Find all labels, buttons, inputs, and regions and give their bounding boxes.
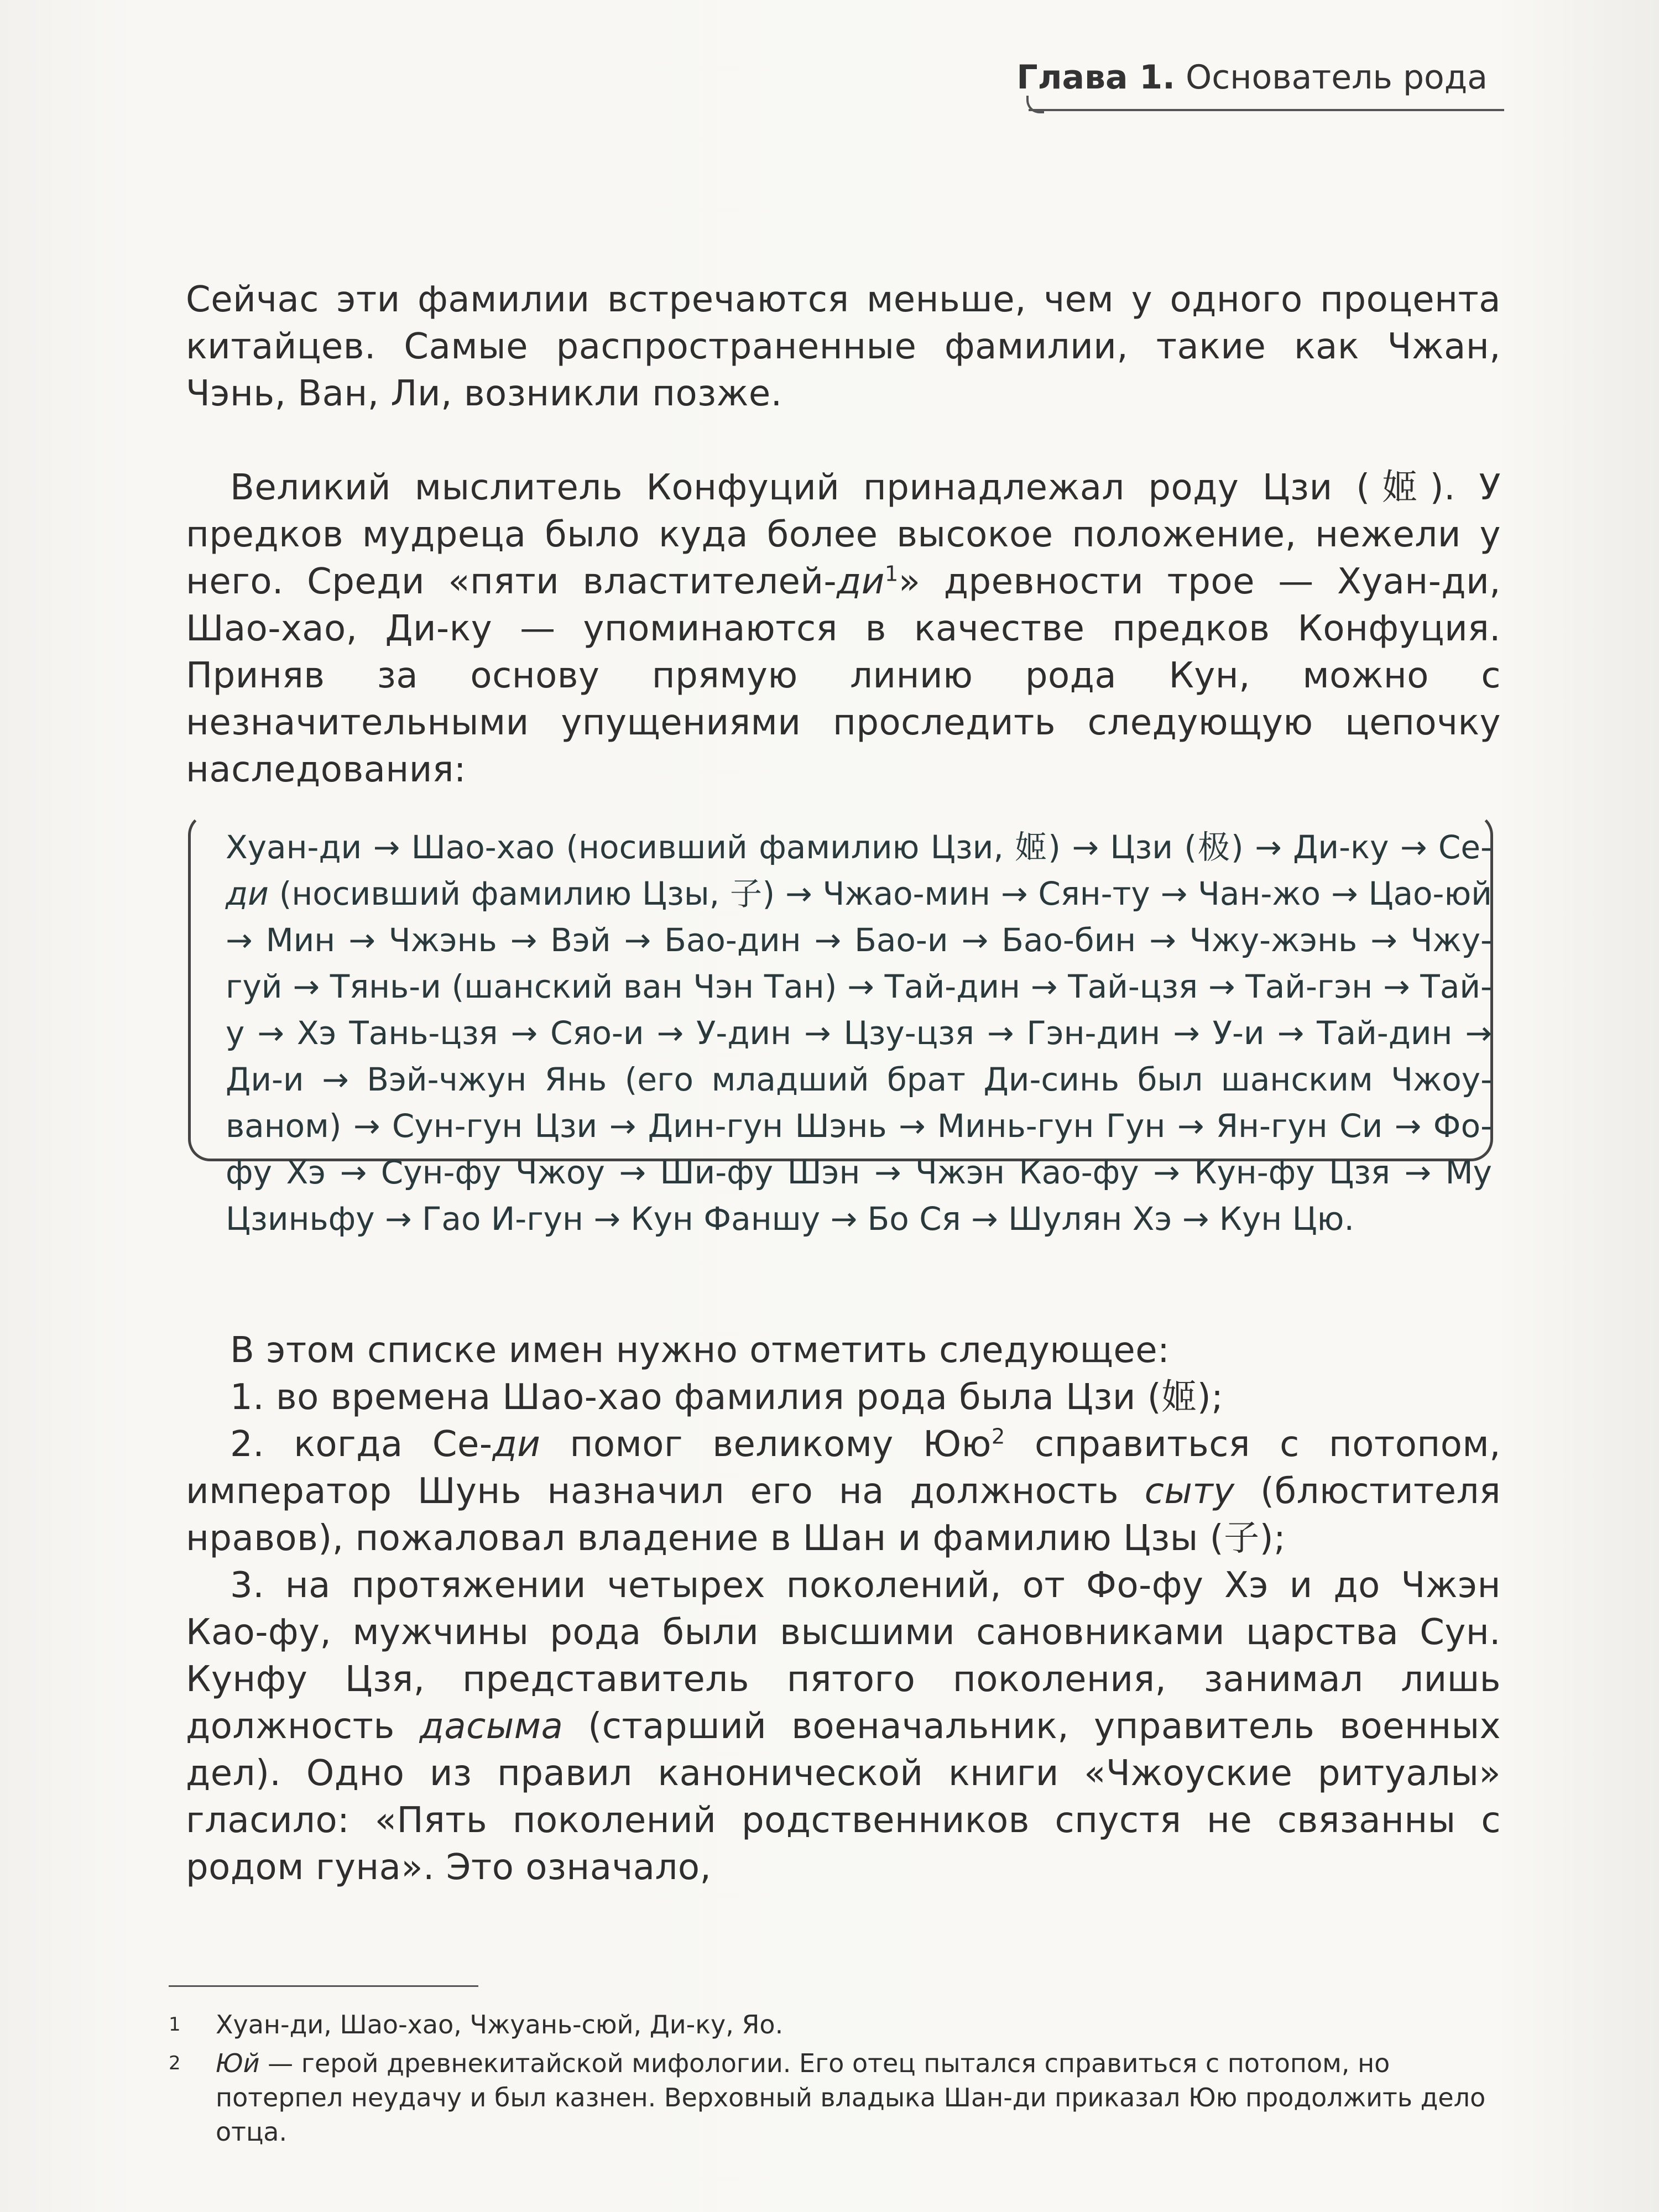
- footnote-ref-1: 1: [884, 561, 899, 587]
- list-item-2-a: 2. когда Се-: [230, 1424, 493, 1465]
- list-item-2-d: справиться с потопом, император Шунь назначил его на должность: [186, 1424, 1501, 1512]
- footnote-2-text: — герой древнекитайской мифологии. Его отец пытался справиться с потопом, но потерпел неудачу и был казнен. Верховный владыка Шан-ди приказал Юю продолжить дело отца.: [216, 2048, 1486, 2147]
- footnote-1-text: Хуан-ди, Шао-хао, Чжуань-сюй, Ди-ку, Яо.: [216, 2010, 784, 2039]
- chapter-number: Глава 1.: [1016, 58, 1175, 97]
- footnote-rule: [169, 1985, 478, 1987]
- list-intro: [186, 1327, 1501, 1374]
- footnote-1: [169, 2007, 1507, 2042]
- list-item-2-f: (блюстителя нравов), пожаловал владение в Шан и фамилию Цзы (子);: [186, 1471, 1501, 1559]
- list-item-2-italic-di: ди: [492, 1424, 541, 1465]
- footnote-1-number: 1: [169, 2013, 181, 2036]
- footnotes: [169, 2007, 1507, 2153]
- paragraph-2-text: [186, 465, 1501, 794]
- paragraph-2: [186, 465, 1501, 794]
- list-item-1: 1. во времена Шао-хао фамилия рода была Цзи (姬);: [230, 1377, 1224, 1418]
- list-item-2-italic-sytu: сыту: [1144, 1471, 1235, 1512]
- lineage-part-c: (носивший фамилию Цзы, 子) → Чжао-мин → Сян-ту → Чан-жо → Цао-юй → Мин → Чжэнь → Вэй → Бао-дин → Бао-и → Бао-бин → Чжу-жэнь → Чжу-гуй → Тянь-и (шанский ван Чэн Тан) → Тай-дин → Тай-цзя → Тай-гэн → Тай-у → Хэ Тань-цзя → Сяо-и → У-дин → Цзу-цзя → Гэн-дин → У-и → Тай-дин → Ди-и → Вэй-чжун Янь (его младший брат Ди-синь был шанским Чжоу-ваном) → Сун-гун Цзи → Дин-гун Шэнь → Минь-гун Гун → Ян-гун Си → Фо-фу Хэ → Сун-фу Чжоу → Ши-фу Шэн → Чжэн Као-фу → Кун-фу Цзя → Му Цзиньфу → Гао И-гун → Кун Фаншу → Бо Ся → Шулян Хэ → Кун Цю.: [226, 875, 1492, 1238]
- paragraph-2-part-a: Великий мыслитель Конфуций принадлежал роду Цзи (姬). У предков мудреца было куда более высокое положение, нежели у него. Среди «пяти властителей-: [186, 467, 1501, 602]
- footnote-2-italic-yui: Юй: [216, 2048, 260, 2078]
- paragraph-1-text: Сейчас эти фамилии встречаются меньше, чем у одного процента китайцев. Самые распространенные фамилии, такие как Чжан, Чэнь, Ван, Ли, возникли позже.: [186, 279, 1501, 414]
- list-item-2: [186, 1421, 1501, 1562]
- lineage-part-a: Хуан-ди → Шао-хао (носивший фамилию Цзи, 姬) → Цзи (极) → Ди-ку → Се-: [226, 828, 1492, 866]
- list-item-3-c: (старший военачальник, управитель военных дел). Одно из правил канонической книги «Чжоуские ритуалы» гласило: «Пять поколений родственников спустя не связанны с родом гуна». Это означало,: [186, 1706, 1501, 1888]
- list-items: [186, 1374, 1501, 1891]
- lineage-italic-di: ди: [226, 875, 269, 912]
- list-item-3-a: 3. на протяжении четырех поколений, от Фо-фу Хэ и до Чжэн Као-фу, мужчины рода были высшими сановниками царства Сун. Кунфу Цзя, представитель пятого поколения, занимал лишь должность: [186, 1565, 1501, 1747]
- list-item-3-italic-dasyma: дасыма: [419, 1706, 564, 1747]
- paragraph-2-part-c: » древности трое — Хуан-ди, Шао-хао, Ди-ку — упоминаются в качестве предков Конфуция. Приняв за основу прямую линию рода Кун, можно с незначительными упущениями проследить следующую цепочку наследования:: [186, 561, 1501, 790]
- list-item-3: [186, 1562, 1501, 1891]
- list-item-2-c: помог великому Юю: [540, 1424, 992, 1465]
- running-header: [1016, 58, 1504, 116]
- footnote-2: [169, 2046, 1507, 2149]
- footnote-2-number: 2: [169, 2052, 181, 2074]
- lineage-chain: [226, 824, 1492, 1242]
- list-intro-text: В этом списке имен нужно отметить следующее:: [230, 1330, 1170, 1371]
- chapter-title: [1016, 58, 1488, 97]
- paragraph-1: [186, 276, 1501, 418]
- header-rule: [1029, 109, 1504, 111]
- paragraph-2-italic-di: ди: [837, 561, 885, 602]
- footnote-ref-2: 2: [991, 1424, 1005, 1449]
- chapter-name: Основатель рода: [1186, 58, 1488, 97]
